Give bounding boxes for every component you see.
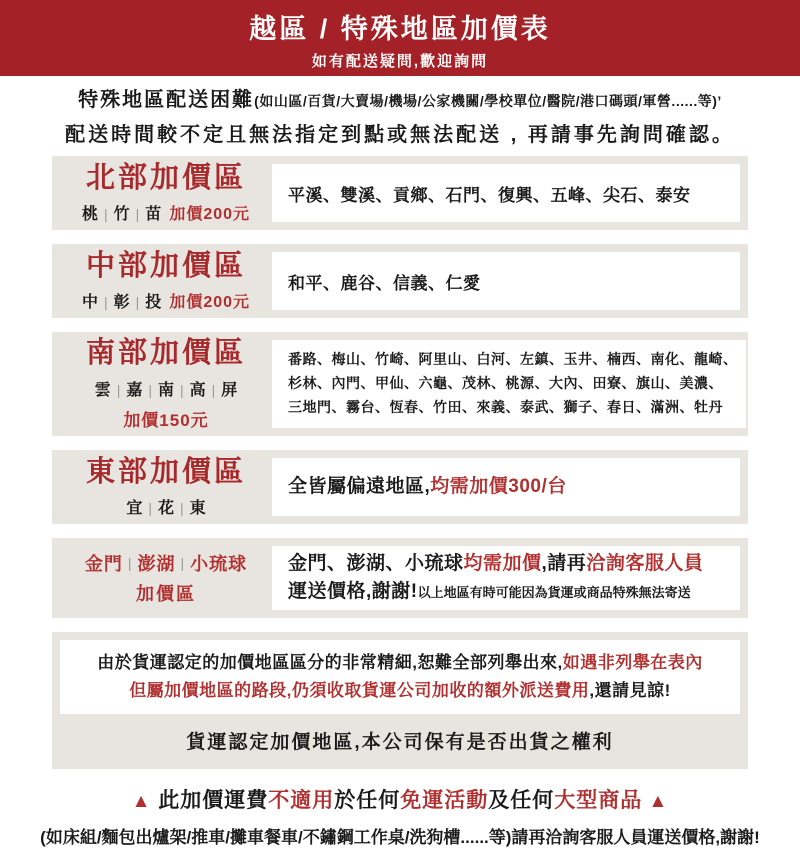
row-east-label bbox=[60, 455, 272, 518]
note-line1-black: 由於貨運認定的加價地區區分的非常精細,恕難全部列舉出來, bbox=[97, 653, 563, 672]
islands-line2-small: 以上地區有時可能因為貨運或商品特殊無法寄送 bbox=[417, 585, 691, 600]
row-central-surcharge: 加價200元 bbox=[169, 294, 251, 312]
row-south-surcharge: 加價150元 bbox=[123, 410, 209, 430]
table-row-south bbox=[52, 332, 748, 436]
row-north-places: 平溪、雙溪、貢鄉、石門、復興、五峰、尖石、泰安 bbox=[288, 185, 691, 205]
row-east-text-red: 均需加價300/台 bbox=[430, 475, 567, 497]
row-south-places-line2: 杉林、內門、甲仙、六龜、茂林、桃源、大內、田寮、旗山、美濃、 bbox=[288, 375, 723, 392]
warning-seg5: 及任何 bbox=[488, 789, 555, 813]
row-east-text bbox=[288, 473, 732, 502]
islands-seg4: 洽詢客服人員 bbox=[586, 552, 704, 574]
row-islands-line1 bbox=[288, 550, 732, 579]
row-central-places: 和平、鹿谷、信義、仁愛 bbox=[288, 273, 481, 293]
row-east-title: 東部加價區 bbox=[85, 455, 246, 488]
row-south-content bbox=[272, 340, 746, 428]
row-north-regions bbox=[82, 201, 250, 224]
islands-line2-main: 運送價格,謝謝! bbox=[288, 581, 418, 602]
row-north-surcharge: 加價200元 bbox=[169, 206, 251, 224]
row-islands-line2 bbox=[288, 578, 732, 607]
row-islands-title: 金門 | 澎湖 | 小琉球 bbox=[84, 554, 248, 574]
intro-line2: 配送時間較不定且無法指定到點或無法配送 , 再請事先詢問確認。 bbox=[65, 124, 735, 146]
row-south-label bbox=[60, 337, 272, 430]
rights-statement: 貨運認定加價地區,本公司保有是否出貨之權利 bbox=[186, 732, 614, 754]
note-inner-box bbox=[60, 640, 740, 714]
surcharge-table bbox=[52, 156, 748, 618]
warning-seg4: 免運活動 bbox=[400, 789, 489, 813]
intro-note bbox=[0, 76, 800, 156]
row-north-label bbox=[60, 161, 272, 224]
page-header bbox=[0, 0, 800, 76]
intro-line1-main: 特殊地區配送困難 bbox=[78, 89, 255, 111]
region-list: 中 | 彰 | 投 bbox=[81, 294, 162, 312]
row-central-label bbox=[60, 249, 272, 312]
intro-line1 bbox=[0, 87, 800, 114]
region-list: 宜 | 花 | 東 bbox=[126, 500, 206, 518]
bottom-note-box bbox=[52, 632, 748, 769]
row-north-content bbox=[272, 164, 740, 222]
table-row-north bbox=[52, 156, 748, 230]
row-south-places-line1: 番路、梅山、竹崎、阿里山、白河、左鎮、玉井、楠西、南化、龍崎、 bbox=[288, 351, 738, 368]
warning-seg6: 大型商品 bbox=[554, 789, 643, 813]
table-row-islands bbox=[52, 538, 748, 618]
note-line1 bbox=[66, 649, 734, 677]
table-row-east bbox=[52, 450, 748, 524]
warning-seg1: 此加價運費 bbox=[151, 789, 269, 813]
note-line2-red: 但屬加價地區的路段,仍須收取貨運公司加收的額外派送費用 bbox=[129, 681, 590, 701]
warning-seg3: 於任何 bbox=[334, 789, 401, 813]
warning-seg2: 不適用 bbox=[268, 789, 335, 813]
islands-seg3: ,請再 bbox=[541, 552, 587, 574]
note-line2 bbox=[66, 677, 734, 705]
intro-line1-detail: (如山區/百貨/大賣場/機場/公家機關/學校單位/醫院/港口碼頭/軍營......等)’ bbox=[254, 93, 722, 109]
page-title: 越區 / 特殊地區加價表 bbox=[249, 14, 551, 44]
row-central-content bbox=[272, 252, 740, 310]
row-south-regions bbox=[95, 377, 238, 400]
row-north-title: 北部加價區 bbox=[85, 161, 246, 194]
row-islands-label bbox=[60, 546, 272, 610]
row-east-content bbox=[272, 458, 740, 516]
warning-line bbox=[0, 784, 800, 814]
row-central-title: 中部加價區 bbox=[85, 249, 246, 282]
islands-seg2: 均需加價 bbox=[463, 552, 542, 574]
triangle-right-icon: ▲ bbox=[642, 791, 669, 813]
triangle-left-icon: ▲ bbox=[131, 791, 152, 813]
page-subtitle: 如有配送疑問,歡迎詢問 bbox=[311, 53, 489, 71]
footer-note: (如床組/麵包出爐架/推車/攤車餐車/不鏽鋼工作桌/洗狗槽......等)請再洽詢客服人員運送價格,謝謝! bbox=[40, 828, 760, 848]
islands-seg1: 金門、澎湖、小琉球 bbox=[288, 552, 464, 574]
row-east-regions bbox=[126, 495, 205, 518]
row-islands-title-line2: 加價區 bbox=[136, 584, 196, 604]
row-islands-content bbox=[272, 546, 740, 610]
table-row-central bbox=[52, 244, 748, 318]
region-list: 雲 | 嘉 | 南 | 高 | 屏 bbox=[94, 381, 238, 399]
note-line2-black: ,還請見諒! bbox=[589, 681, 671, 701]
row-east-text-black: 全皆屬偏遠地區, bbox=[288, 475, 431, 497]
note-line1-red: 如遇非列舉在表內 bbox=[562, 653, 703, 672]
row-south-title: 南部加價區 bbox=[85, 337, 246, 370]
row-central-regions bbox=[82, 289, 250, 312]
region-list: 桃 | 竹 | 苗 bbox=[81, 206, 162, 224]
row-south-places-line3: 三地門、霧台、恆春、竹田、來義、泰武、獅子、春日、滿洲、牡丹 bbox=[288, 398, 723, 415]
